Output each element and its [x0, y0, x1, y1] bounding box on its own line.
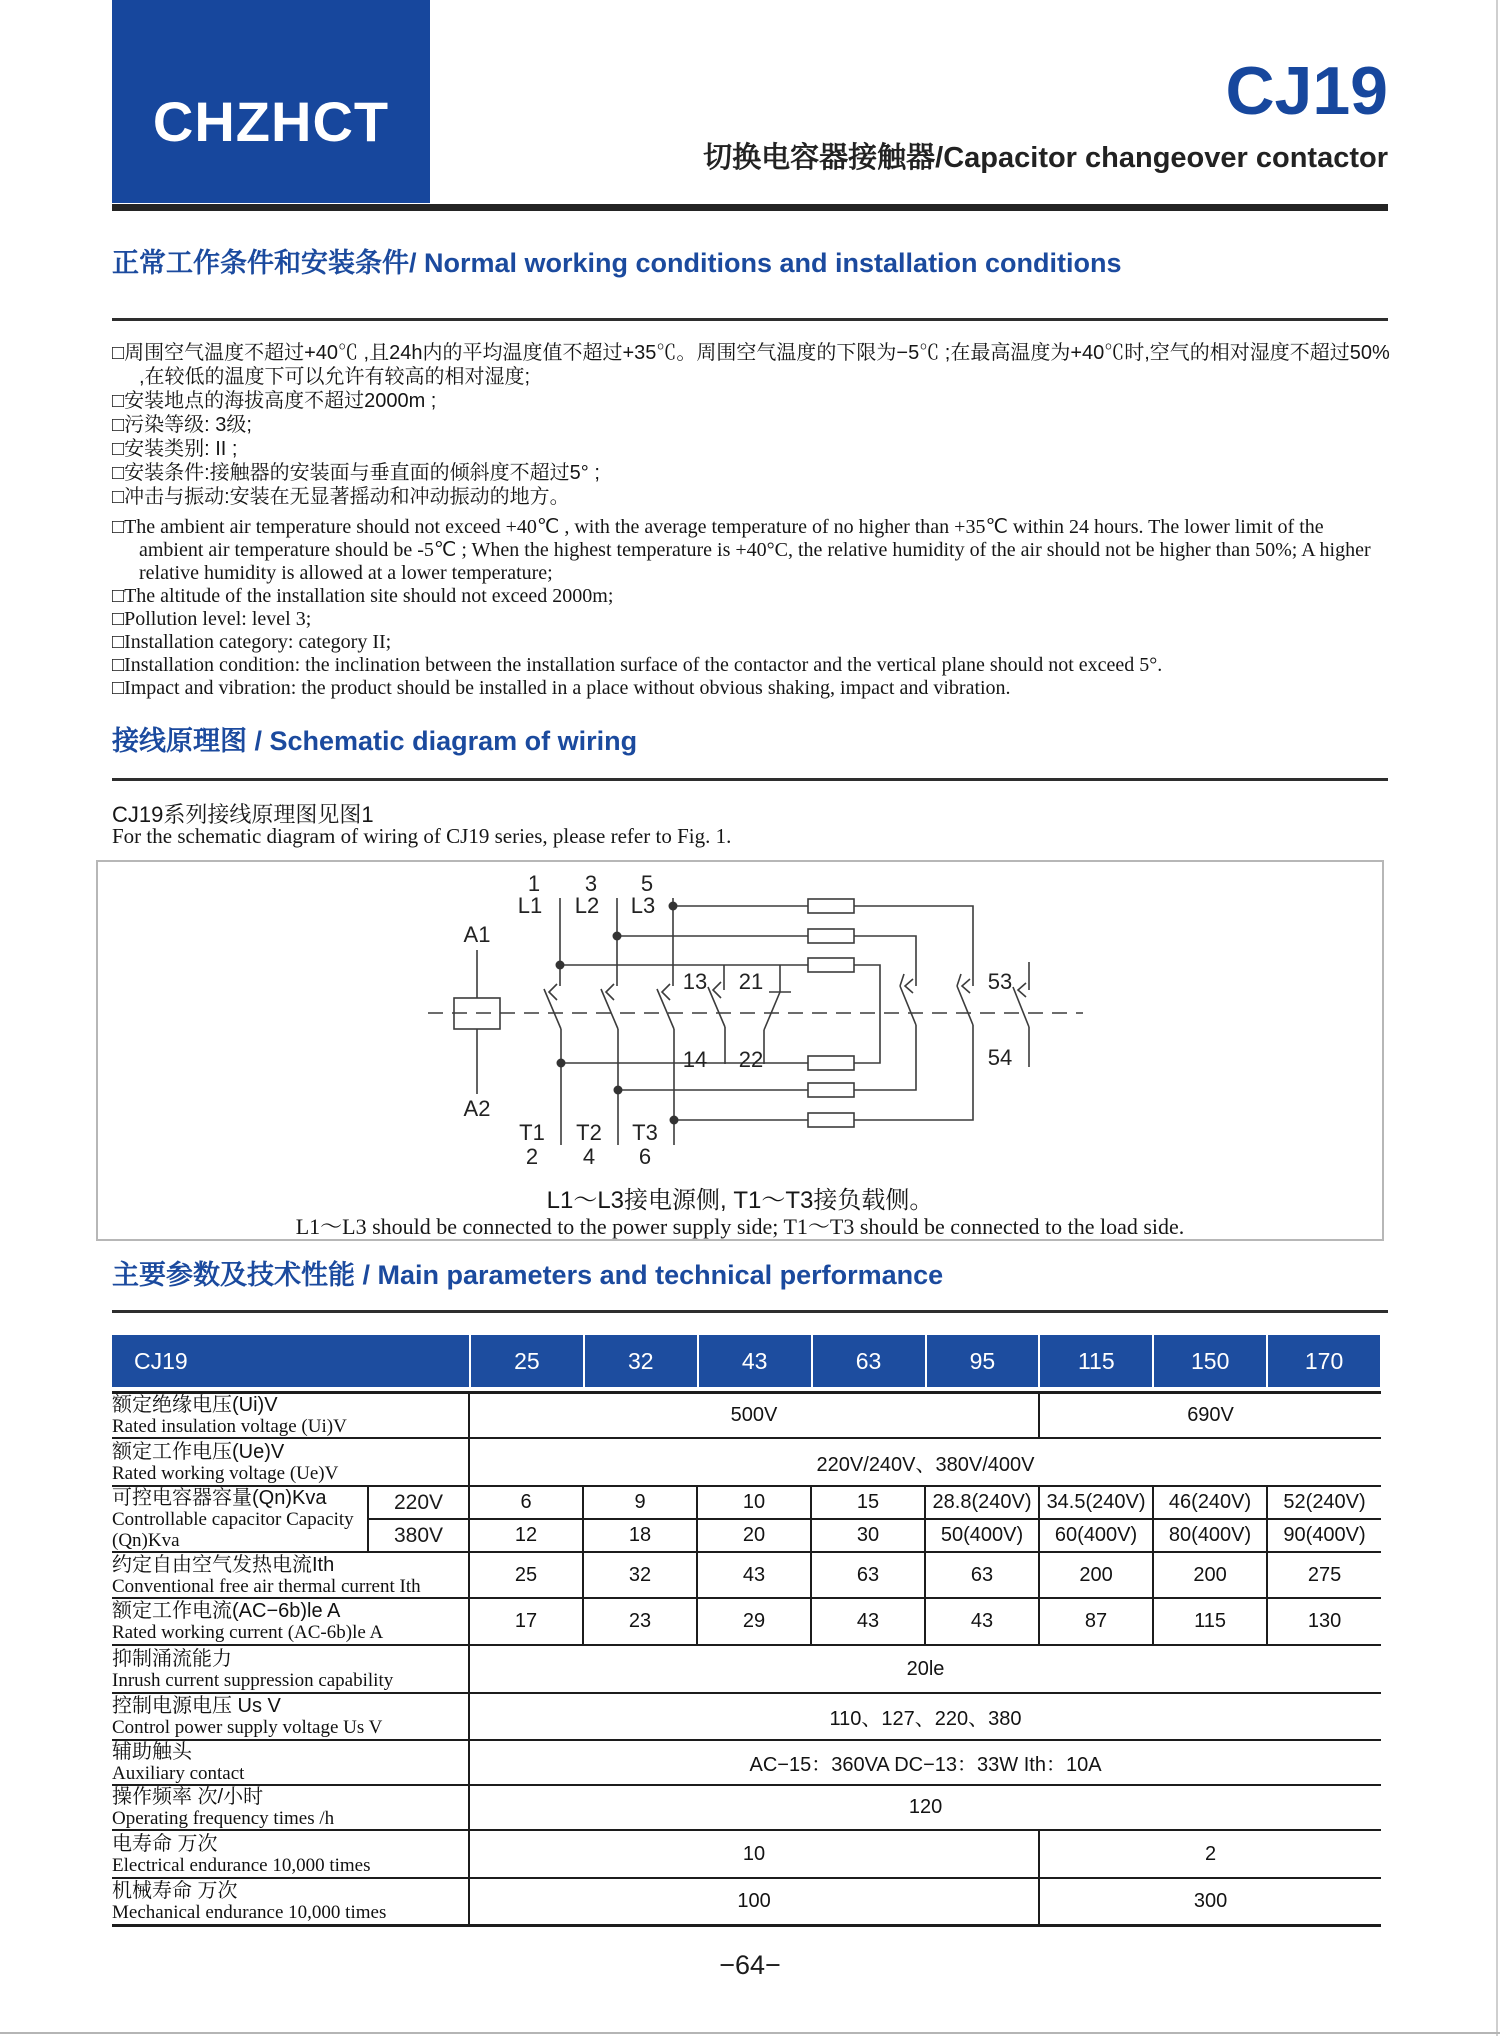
resistor-symbol	[808, 958, 854, 972]
figure-caption-zh: L1～L3接电源侧, T1～T3接负载侧。	[546, 1187, 934, 1214]
param-cell: 9	[583, 1486, 697, 1519]
params-table-row	[112, 1598, 1381, 1645]
param-cell: 20	[697, 1519, 811, 1552]
condition-item-en-2: □The altitude of the installation site should not exceed 2000m;	[112, 585, 614, 607]
section-title-conditions: 正常工作条件和安装条件/ Normal working conditions and installation conditions	[112, 248, 1122, 278]
param-row-label-zh: 抑制涌流能力	[112, 1647, 232, 1670]
param-row-label-zh: 额定绝缘电压(Ui)V	[112, 1394, 278, 1416]
condition-item-en-1: □The ambient air temperature should not exceed +40℃ , with the average temperature of no higher than +35℃ within 24 hours. The lower limit of the ambient air temperature should be -5℃ ; When the highest temperature is +40°C, the relative humidity of the air should not be higher than 50%; A higher relative humidity is allowed at a lower temperature;	[112, 516, 1371, 584]
section-title-parameters: 主要参数及技术性能 / Main parameters and technical performance	[112, 1260, 944, 1290]
param-row-label-zh: 电寿命 万次	[112, 1832, 218, 1855]
param-cell: 115	[1153, 1598, 1267, 1645]
params-header-frame-size: 95	[925, 1335, 1039, 1387]
condition-item-zh-5: □安装条件:接触器的安装面与垂直面的倾斜度不超过5° ;	[112, 462, 600, 484]
param-row-label-zh: 可控电容器容量(Qn)Kva	[112, 1487, 327, 1509]
param-cell: 2	[1039, 1830, 1381, 1878]
param-cell: 52(240V)	[1267, 1486, 1381, 1519]
params-table-row	[112, 1393, 1381, 1439]
param-row-label-en: Rated working current (AC-6b)le A	[112, 1622, 384, 1643]
condition-item-zh-2: □安装地点的海拔高度不超过2000m ;	[112, 390, 437, 412]
resistor-symbol	[808, 1083, 854, 1097]
terminal-label: 2	[525, 1144, 539, 1169]
params-header-frame-size: 115	[1038, 1335, 1152, 1387]
param-cell: 17	[469, 1598, 583, 1645]
param-cell: 30	[811, 1519, 925, 1552]
params-header-frame-size: 25	[469, 1335, 583, 1387]
condition-item-zh-3: □污染等级: 3级;	[112, 414, 252, 436]
terminal-label: L1	[517, 893, 543, 918]
param-row-label-zh: 约定自由空气发热电流Ith	[112, 1553, 335, 1576]
params-table-row	[112, 1438, 1381, 1486]
terminal-label: T1	[519, 1120, 545, 1145]
param-cell: 63	[811, 1552, 925, 1598]
params-header-frame-size: 150	[1152, 1335, 1266, 1387]
terminal-label: 21	[738, 969, 764, 994]
terminal-label: 14	[682, 1047, 708, 1072]
param-row-label	[112, 1486, 368, 1552]
param-row-label	[112, 1693, 469, 1740]
param-cell: 110、127、220、380	[469, 1693, 1381, 1740]
param-cell: 63	[925, 1552, 1039, 1598]
param-row-label-en: Rated working voltage (Ue)V	[112, 1462, 339, 1484]
terminal-label: L3	[630, 893, 656, 918]
param-row-label-zh: 机械寿命 万次	[112, 1879, 238, 1902]
param-row-label-en: Controllable capacitor Capacity (Qn)Kva	[112, 1509, 354, 1551]
section-divider	[112, 1310, 1388, 1313]
param-row-label	[112, 1830, 469, 1878]
param-row-label	[112, 1438, 469, 1486]
param-cell: 130	[1267, 1598, 1381, 1645]
param-row-label	[112, 1393, 469, 1439]
param-cell: 25	[469, 1552, 583, 1598]
condition-item-en-6: □Impact and vibration: the product should be installed in a place without obvious shaking, impact and vibration.	[112, 677, 1011, 699]
param-cell: 28.8(240V)	[925, 1486, 1039, 1519]
params-table-row	[112, 1552, 1381, 1598]
param-cell: 200	[1153, 1552, 1267, 1598]
page-subtitle: 切换电容器接触器/Capacitor changeover contactor	[703, 142, 1388, 174]
terminal-label: 53	[987, 969, 1013, 994]
resistor-symbol	[808, 1113, 854, 1127]
param-subrow-voltage: 220V	[368, 1486, 469, 1519]
params-table-row	[112, 1486, 1381, 1519]
param-row-label-en: Control power supply voltage Us V	[112, 1717, 383, 1738]
terminal-label: 3	[584, 871, 598, 896]
condition-item-zh-4: □安装类别: II ;	[112, 438, 238, 460]
page-title: CJ19	[1225, 53, 1388, 129]
params-table-row	[112, 1878, 1381, 1925]
param-row-label-zh: 额定工作电流(AC−6b)le A	[112, 1600, 341, 1622]
param-cell: 300	[1039, 1878, 1381, 1925]
terminal-label: T2	[576, 1120, 602, 1145]
param-cell: 32	[583, 1552, 697, 1598]
param-cell: 34.5(240V)	[1039, 1486, 1153, 1519]
condition-item-en-4: □Installation category: category II;	[112, 631, 392, 653]
param-cell: 50(400V)	[925, 1519, 1039, 1552]
param-cell: 23	[583, 1598, 697, 1645]
param-row-label	[112, 1878, 469, 1925]
param-cell: AC−15：360VA DC−13：33W Ith：10A	[469, 1740, 1381, 1785]
brand-logo	[112, 0, 430, 203]
param-row-label-en: Auxiliary contact	[112, 1763, 245, 1784]
terminal-label: A1	[463, 922, 491, 947]
param-cell: 43	[811, 1598, 925, 1645]
condition-item-en-3: □Pollution level: level 3;	[112, 608, 312, 630]
terminal-label: A2	[463, 1096, 491, 1121]
param-cell: 200	[1039, 1552, 1153, 1598]
wiring-note-en: For the schematic diagram of wiring of CJ19 series, please refer to Fig. 1.	[112, 824, 732, 848]
condition-item-en-5: □Installation condition: the inclination between the installation surface of the contactor and the vertical plane should not exceed 5°.	[112, 654, 1163, 676]
resistor-symbol	[808, 899, 854, 913]
spacer	[112, 509, 1392, 516]
param-cell: 43	[697, 1552, 811, 1598]
param-cell: 15	[811, 1486, 925, 1519]
param-cell: 10	[469, 1830, 1039, 1878]
terminal-label: T3	[632, 1120, 658, 1145]
param-row-label-zh: 控制电源电压 Us V	[112, 1695, 281, 1717]
params-header-series: CJ19	[134, 1347, 188, 1374]
brand-logo-text: CHZHCT	[152, 90, 390, 153]
param-cell: 29	[697, 1598, 811, 1645]
section-divider	[112, 778, 1388, 781]
param-cell: 500V	[469, 1393, 1039, 1439]
params-header-frame-size: 43	[697, 1335, 811, 1387]
page-edge-line	[0, 2032, 1500, 2034]
param-row-label-en: Conventional free air thermal current Ith	[112, 1575, 421, 1597]
condition-item-zh-1: □周围空气温度不超过+40℃ ,且24h内的平均温度值不超过+35℃。周围空气温度的下限为−5℃ ;在最高温度为+40℃时,空气的相对湿度不超过50% ,在较低的温度下可以允许有较高的相对湿度;	[112, 342, 1390, 388]
param-cell: 60(400V)	[1039, 1519, 1153, 1552]
param-cell: 18	[583, 1519, 697, 1552]
condition-item-zh-6: □冲击与振动:安装在无显著摇动和冲动振动的地方。	[112, 486, 570, 508]
param-subrow-voltage: 380V	[368, 1519, 469, 1552]
param-cell: 46(240V)	[1153, 1486, 1267, 1519]
param-row-label-zh: 辅助触头	[112, 1741, 192, 1763]
terminal-label: 54	[987, 1045, 1013, 1070]
param-cell: 690V	[1039, 1393, 1381, 1439]
param-row-label	[112, 1645, 469, 1693]
resistor-symbol	[808, 1056, 854, 1070]
param-cell: 6	[469, 1486, 583, 1519]
params-table-row	[112, 1693, 1381, 1740]
param-cell: 275	[1267, 1552, 1381, 1598]
param-row-label-zh: 操作频率 次/小时	[112, 1786, 264, 1808]
terminal-label: 5	[640, 871, 654, 896]
header-divider	[112, 204, 1388, 211]
param-row-label	[112, 1740, 469, 1785]
param-row-label-en: Operating frequency times /h	[112, 1808, 335, 1829]
param-row-label-en: Rated insulation voltage (Ui)V	[112, 1416, 347, 1437]
param-cell: 87	[1039, 1598, 1153, 1645]
param-cell: 90(400V)	[1267, 1519, 1381, 1552]
params-header-frame-size: 170	[1266, 1335, 1380, 1387]
page-edge-line	[1496, 0, 1498, 2036]
params-table	[112, 1391, 1381, 1927]
terminal-label: 22	[738, 1047, 764, 1072]
terminal-label: 6	[638, 1144, 652, 1169]
param-row-label-en: Electrical endurance 10,000 times	[112, 1854, 371, 1876]
param-row-label-zh: 额定工作电压(Ue)V	[112, 1440, 285, 1463]
section-title-wiring: 接线原理图 / Schematic diagram of wiring	[112, 726, 638, 756]
params-header-frame-size: 32	[583, 1335, 697, 1387]
param-cell: 100	[469, 1878, 1039, 1925]
terminal-label: 1	[527, 871, 541, 896]
params-header-frame-size: 63	[811, 1335, 925, 1387]
param-row-label-en: Mechanical endurance 10,000 times	[112, 1901, 387, 1923]
param-row-label	[112, 1552, 469, 1598]
terminal-label: 13	[682, 969, 708, 994]
param-cell: 10	[697, 1486, 811, 1519]
resistor-symbol	[808, 929, 854, 943]
param-cell: 12	[469, 1519, 583, 1552]
section-divider	[112, 318, 1388, 321]
param-cell: 80(400V)	[1153, 1519, 1267, 1552]
wiring-figure	[96, 860, 1384, 1241]
params-table-row	[112, 1645, 1381, 1693]
params-table-row	[112, 1740, 1381, 1785]
params-table-header	[112, 1335, 1380, 1387]
param-cell: 43	[925, 1598, 1039, 1645]
conditions-list	[112, 341, 1392, 700]
figure-caption-en: L1～L3 should be connected to the power supply side; T1～T3 should be connected to the load side.	[295, 1214, 1185, 1239]
param-cell: 120	[469, 1785, 1381, 1830]
param-cell: 20le	[469, 1645, 1381, 1693]
param-row-label	[112, 1785, 469, 1830]
param-row-label-en: Inrush current suppression capability	[112, 1669, 394, 1691]
params-table-row	[112, 1830, 1381, 1878]
page-number: −64−	[719, 1950, 781, 1980]
param-row-label	[112, 1598, 469, 1645]
param-cell: 220V/240V、380V/400V	[469, 1438, 1381, 1486]
terminal-label: L2	[574, 893, 600, 918]
params-table-row	[112, 1785, 1381, 1830]
terminal-label: 4	[582, 1144, 596, 1169]
wiring-note-zh: CJ19系列接线原理图见图1	[112, 802, 374, 827]
